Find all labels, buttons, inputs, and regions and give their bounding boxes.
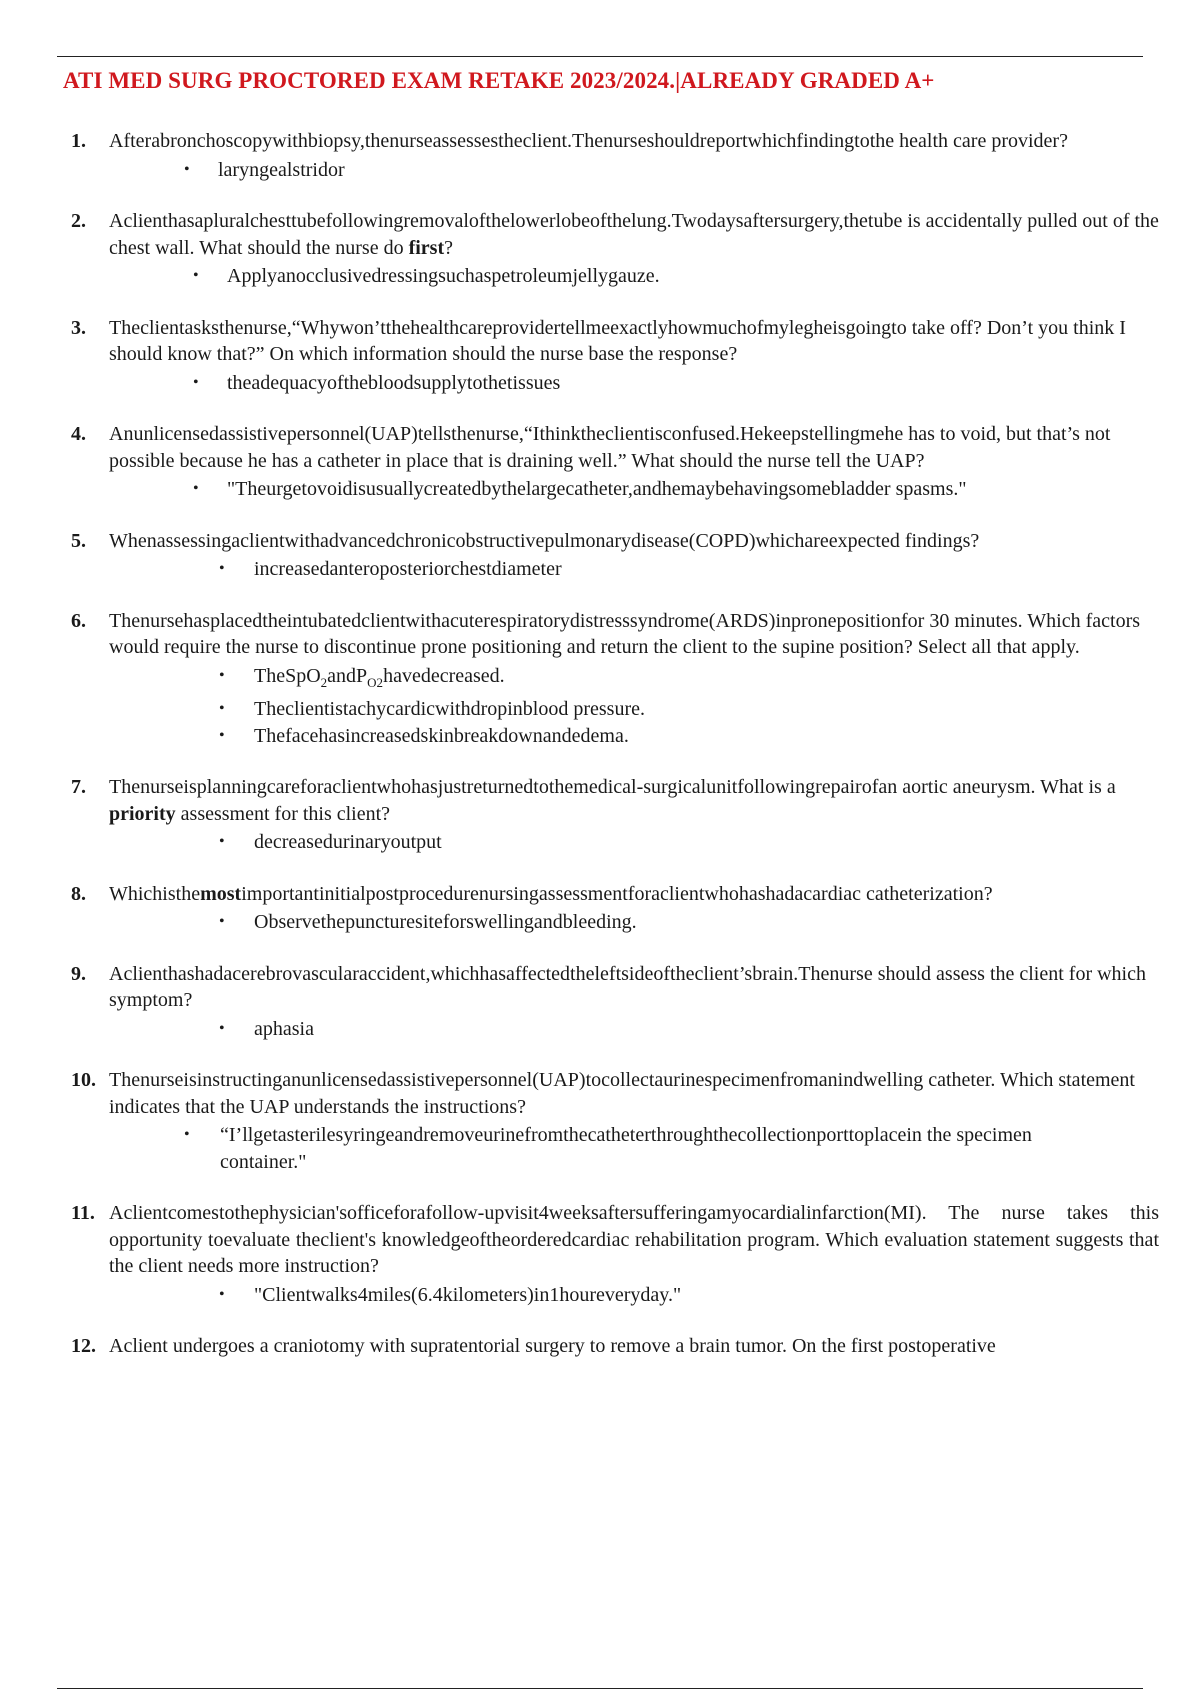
bullet-icon: • — [219, 913, 225, 930]
answer-list — [0, 556, 1200, 583]
answer-item: • decreasedurinaryoutput — [0, 829, 1200, 856]
answer-item: • “I’llgetasterilesyringeandremoveurinefromthecatheterthroughthecollectionporttoplacein the specimen container." — [184, 1124, 1032, 1173]
question-3 — [0, 315, 1200, 397]
answer-item: • TheSpO$_2$andP$_{O2}$havedecreased. — [219, 664, 505, 690]
answer-list — [0, 370, 1200, 397]
question-stem: Thenurseisinstructinganunlicensedassistivepersonnel(UAP)tocollectaurinespecimenfromanindwelling catheter. Which statement indicates that the UAP understands the instructions? — [109, 1069, 1135, 1118]
question-number: 10. — [71, 1069, 96, 1091]
question-number: 3. — [71, 316, 86, 339]
answer-list — [0, 1016, 1200, 1043]
answer-list — [0, 1122, 1200, 1175]
question-stem: Theclientasksthenurse,“Whywon’tthehealthcareprovidertellmeexactlyhowmuchofmylegheisgoingto take off? Don’t you think I should know that?” On which information should the nurse base the response? — [109, 316, 1126, 365]
answer-item: • Thefacehasincreasedskinbreakdownandedema. — [0, 723, 1200, 750]
answer-list — [0, 829, 1200, 856]
question-11 — [0, 1200, 1200, 1308]
question-9 — [0, 961, 1200, 1043]
bullet-icon: • — [219, 560, 225, 577]
bullet-icon: • — [219, 726, 225, 744]
answer-item: • "Theurgetovoidisusuallycreatedbythelargecatheter,andhemaybehavingsomebladder spasms." — [0, 476, 1200, 503]
question-1 — [0, 128, 1200, 183]
question-number: 8. — [71, 882, 86, 905]
question-number: 1. — [71, 130, 86, 152]
answer-list — [0, 157, 1200, 184]
bullet-icon: • — [219, 666, 225, 684]
bullet-icon: • — [184, 160, 190, 178]
question-10 — [0, 1067, 1200, 1175]
question-number: 4. — [71, 423, 86, 445]
question-stem: Whenassessingaclientwithadvancedchronicobstructivepulmonarydisease(COPD)whichareexpected findings? — [109, 529, 980, 552]
bullet-icon: • — [193, 373, 199, 391]
top-rule — [57, 56, 1143, 57]
question-stem: Aclienthashadacerebrovascularaccident,whichhasaffectedtheleftsideoftheclient’sbrain.Thenurse should assess the client for which symptom? — [109, 962, 1146, 1011]
question-list — [0, 128, 1200, 1385]
bullet-icon: • — [219, 833, 225, 850]
answer-item: • Applyanocclusivedressingsuchaspetroleumjellygauze. — [0, 263, 1200, 290]
question-5 — [0, 528, 1200, 583]
bullet-icon: • — [193, 480, 199, 497]
question-7 — [0, 774, 1200, 856]
question-8 — [0, 881, 1200, 936]
question-number: 9. — [71, 962, 86, 985]
question-stem: Whichisthemostimportantinitialpostprocedurenursingassessmentforaclientwhohashadacardiac catheterization? — [109, 882, 993, 905]
answer-item: • theadequacyofthebloodsupplytothetissues — [0, 370, 1200, 397]
question-number: 12. — [71, 1335, 96, 1357]
question-number: 6. — [71, 609, 86, 632]
question-number: 7. — [71, 776, 86, 798]
answer-item: • aphasia — [0, 1016, 1200, 1043]
bullet-icon: • — [219, 700, 225, 717]
answer-list — [0, 1282, 1200, 1309]
question-number: 2. — [71, 210, 86, 232]
question-stem: Aclient undergoes a craniotomy with supratentorial surgery to remove a brain tumor. On the first postoperative — [109, 1335, 996, 1357]
answer-item: • laryngealstridor — [0, 157, 1200, 184]
bottom-rule — [57, 1688, 1143, 1689]
answer-item: • "Clientwalks4miles(6.4kilometers)in1houreveryday." — [0, 1282, 1200, 1309]
bullet-icon: • — [219, 1285, 225, 1303]
bullet-icon: • — [184, 1126, 190, 1143]
question-stem: Aclientcomestothephysician'sofficeforafollow-upvisit4weeksaftersufferingamyocardialinfarction(MI). The nurse takes this opportunity toevaluate theclient's knowledgeoftheorderedcardiac rehabilitation program. Which evaluation statement suggests that the client needs more instruction? — [109, 1202, 1159, 1277]
question-stem: Thenursehasplacedtheintubatedclientwithacuterespiratorydistresssyndrome(ARDS)inpronepositionfor 30 minutes. Which factors would require the nurse to discontinue prone positioning and return the client to the supine position? Select all that apply. — [109, 609, 1141, 658]
question-12 — [0, 1333, 1200, 1360]
question-6 — [0, 608, 1200, 750]
question-stem: Afterabronchoscopywithbiopsy,thenurseassessestheclient.Thenurseshouldreportwhichfindingtothe health care provider? — [109, 130, 1068, 152]
answer-item: • Observethepuncturesiteforswellingandbleeding. — [0, 909, 1200, 936]
answer-list — [0, 263, 1200, 290]
question-stem: Thenurseisplanningcareforaclientwhohasjustreturnedtothemedical-surgicalunitfollowingrepairofan aortic aneurysm. What is a priority assessment for this client? — [109, 776, 1116, 825]
question-stem: Anunlicensedassistivepersonnel(UAP)tellsthenurse,“Ithinktheclientisconfused.Hekeepstellingmehe has to void, but that’s not possible because he has a catheter in place that is draining well.” What should the nurse tell the UAP? — [109, 423, 1111, 472]
answer-list — [0, 663, 1200, 750]
question-stem: Aclienthasapluralchesttubefollowingremovalofthelowerlobeofthelung.Twodaysaftersurgery,thetube is accidentally pulled out of the chest wall. What should the nurse do first? — [109, 210, 1159, 259]
answer-item: • increasedanteroposteriorchestdiameter — [0, 556, 1200, 583]
question-4 — [0, 421, 1200, 503]
question-2 — [0, 208, 1200, 290]
answer-item: • Theclientistachycardicwithdropinblood pressure. — [0, 696, 1200, 723]
bullet-icon: • — [219, 1019, 225, 1037]
document-title: ATI MED SURG PROCTORED EXAM RETAKE 2023/2024.|ALREADY GRADED A+ — [63, 68, 935, 93]
question-number: 11. — [71, 1202, 95, 1224]
answer-list — [0, 476, 1200, 503]
question-number: 5. — [71, 529, 86, 552]
bullet-icon: • — [193, 267, 199, 284]
answer-list — [0, 909, 1200, 936]
